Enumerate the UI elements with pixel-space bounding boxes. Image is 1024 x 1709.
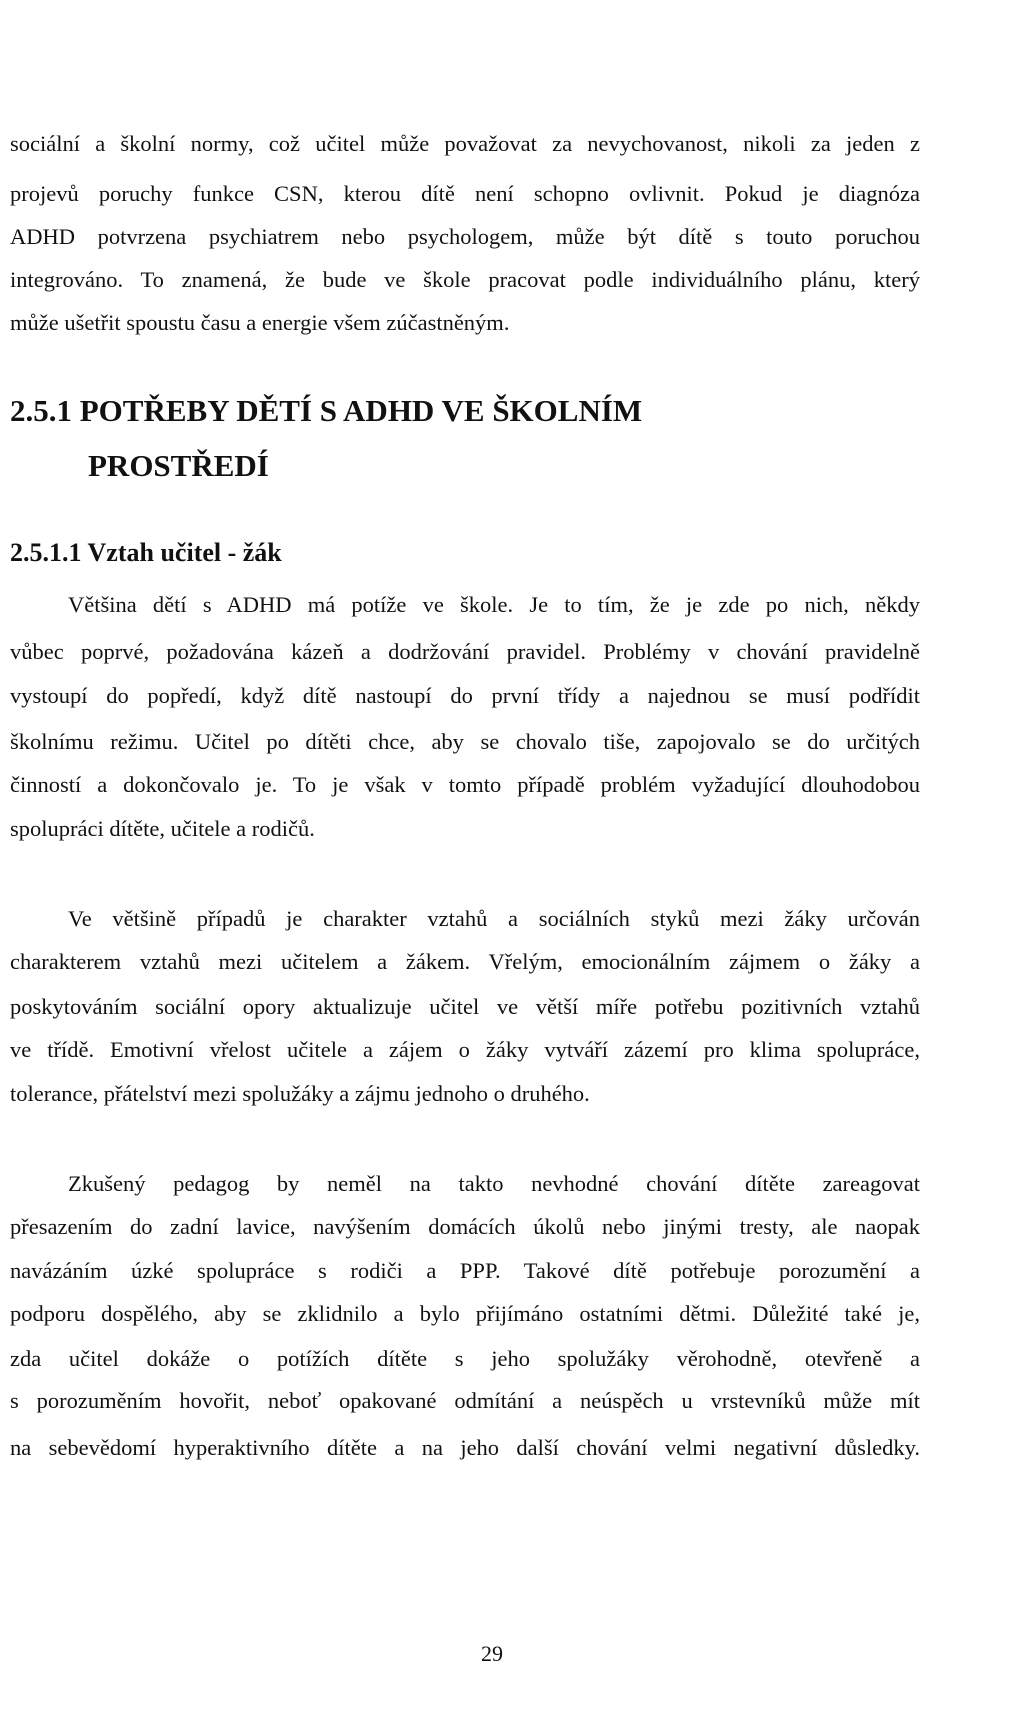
section-heading: 2.5.1 POTŘEBY DĚTÍ S ADHD VE ŠKOLNÍM: [10, 393, 643, 428]
paragraph-line: sociální a školní normy, což učitel může považovat za nevychovanost, nikoli za jeden z: [10, 131, 920, 156]
paragraph-line: školnímu režimu. Učitel po dítěti chce, aby se chovalo tiše, zapojovalo se do určitých: [10, 729, 920, 754]
paragraph-line: navázáním úzké spolupráce s rodiči a PPP. Takové dítě potřebuje porozumění a: [10, 1258, 920, 1283]
paragraph-line: činností a dokončovalo je. To je však v tomto případě problém vyžadující dlouhodobou: [10, 772, 920, 797]
subsection-heading: 2.5.1.1 Vztah učitel - žák: [10, 538, 282, 567]
paragraph-line: na sebevědomí hyperaktivního dítěte a na jeho další chování velmi negativní důsledky.: [10, 1435, 920, 1460]
paragraph-line: Zkušený pedagog by neměl na takto nevhodné chování dítěte zareagovat: [68, 1171, 920, 1196]
paragraph-line: Většina dětí s ADHD má potíže ve škole. Je to tím, že je zde po nich, někdy: [68, 592, 920, 617]
paragraph-line: podporu dospělého, aby se zklidnilo a bylo přijímáno ostatními dětmi. Důležité také je,: [10, 1301, 920, 1326]
paragraph-line: s porozuměním hovořit, neboť opakované odmítání a neúspěch u vrstevníků může mít: [10, 1388, 920, 1413]
paragraph-line: charakterem vztahů mezi učitelem a žákem. Vřelým, emocionálním zájmem o žáky a: [10, 949, 920, 974]
paragraph-line: Ve většině případů je charakter vztahů a sociálních styků mezi žáky určován: [68, 906, 920, 931]
paragraph-line: vůbec poprvé, požadována kázeň a dodržování pravidel. Problémy v chování pravidelně: [10, 639, 920, 664]
paragraph-line: ve třídě. Emotivní vřelost učitele a zájem o žáky vytváří zázemí pro klima spolupráce,: [10, 1037, 920, 1062]
page-number: 29: [481, 1641, 503, 1666]
paragraph-line: integrováno. To znamená, že bude ve škole pracovat podle individuálního plánu, který: [10, 267, 920, 292]
paragraph-line: přesazením do zadní lavice, navýšením domácích úkolů nebo jinými tresty, ale naopak: [10, 1214, 920, 1239]
paragraph-line: tolerance, přátelství mezi spolužáky a zájmu jednoho o druhého.: [10, 1081, 590, 1106]
paragraph-line: projevů poruchy funkce CSN, kterou dítě není schopno ovlivnit. Pokud je diagnóza: [10, 181, 920, 206]
paragraph-line: spolupráci dítěte, učitele a rodičů.: [10, 816, 315, 841]
paragraph-line: ADHD potvrzena psychiatrem nebo psychologem, může být dítě s touto poruchou: [10, 224, 920, 249]
section-heading-continuation: PROSTŘEDÍ: [88, 448, 269, 483]
paragraph-line: může ušetřit spoustu času a energie všem zúčastněným.: [10, 310, 510, 335]
paragraph-line: poskytováním sociální opory aktualizuje učitel ve větší míře potřebu pozitivních vztahů: [10, 994, 920, 1019]
paragraph-line: zda učitel dokáže o potížích dítěte s jeho spolužáky věrohodně, otevřeně a: [10, 1346, 920, 1371]
paragraph-line: vystoupí do popředí, když dítě nastoupí do první třídy a najednou se musí podřídit: [10, 683, 920, 708]
